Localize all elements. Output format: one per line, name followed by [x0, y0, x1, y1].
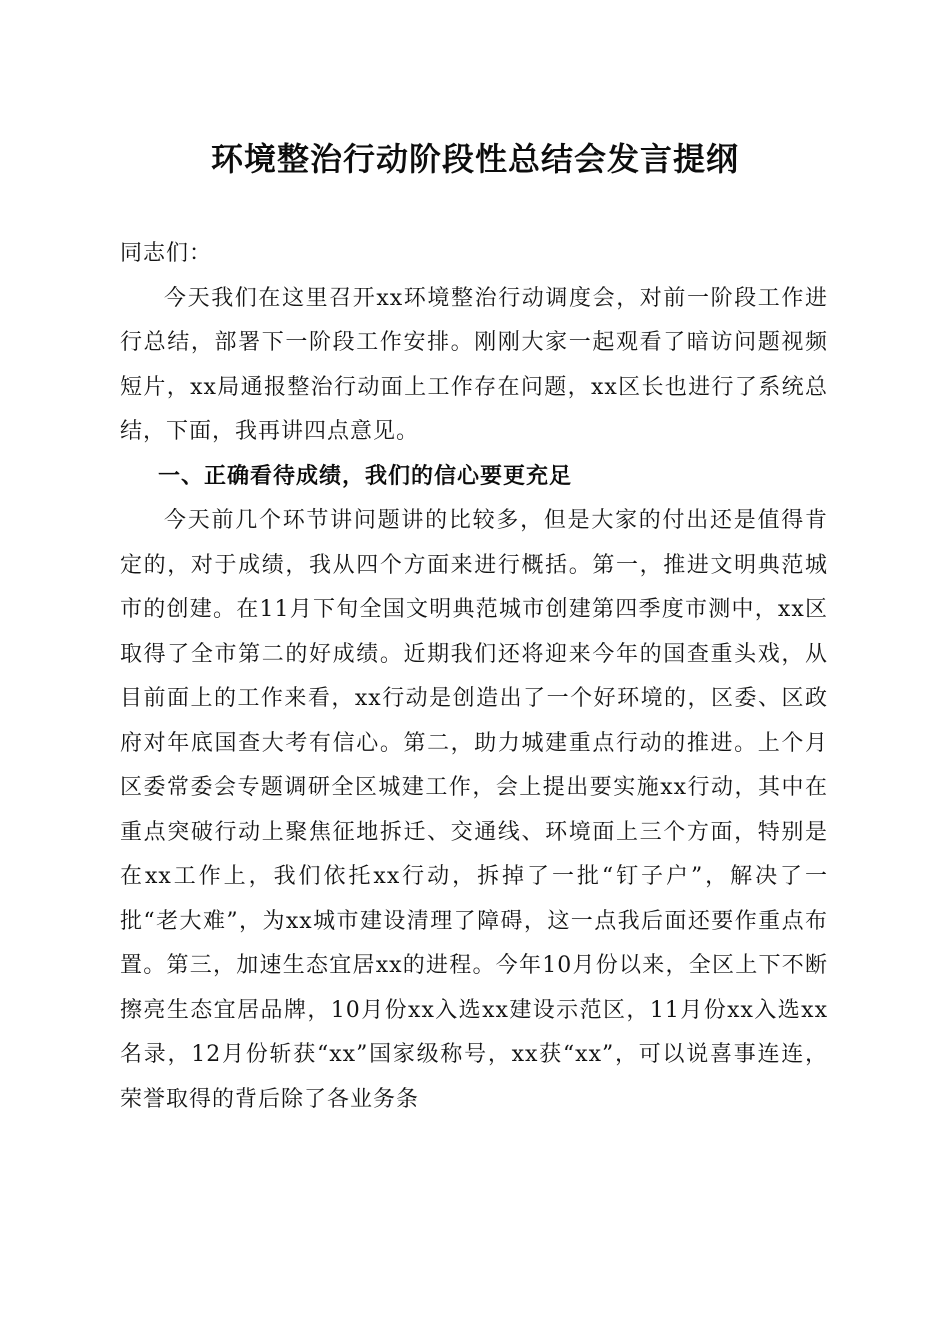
salutation: 同志们： [120, 241, 213, 266]
document-title: 环境整治行动阶段性总结会发言提纲 [210, 140, 739, 178]
section-heading: 一、正确看待成绩，我们的信心要更充足 [158, 463, 573, 489]
document-body [120, 232, 828, 1122]
intro-paragraph: 今天我们在这里召开xx环境整治行动调度会，对前一阶段工作进行总结，部署下一阶段工作安排。刚刚大家一起观看了暗访问题视频短片，xx局通报整治行动面上工作存在问题，xx区长也进行了系统总结，下面，我再讲四点意见。 [120, 285, 828, 444]
section-paragraph: 今天前几个环节讲问题讲的比较多，但是大家的付出还是值得肯定的，对于成绩，我从四个方面来进行概括。第一，推进文明典范城市的创建。在11月下旬全国文明典范城市创建第四季度市测中，xx区取得了全市第二的好成绩。近期我们还将迎来今年的国查重头戏，从目前面上的工作来看，xx行动是创造出了一个好环境的，区委、区政府对年底国查大考有信心。第二，助力城建重点行动的推进。上个月区委常委会专题调研全区城建工作，会上提出要实施xx行动，其中在重点突破行动上聚焦征地拆迁、交通线、环境面上三个方面，特别是在xx工作上，我们依托xx行动，拆掉了一批“钉子户”，解决了一批“老大难”，为xx城市建设清理了障碍，这一点我后面还要作重点布置。第三，加速生态宜居xx的进程。今年10月份以来，全区上下不断擦亮生态宜居品牌，10月份xx入选xx建设示范区，11月份xx入选xx名录，12月份斩获“xx”国家级称号，xx获“xx”，可以说喜事连连，荣誉取得的背后除了各业务条 [120, 508, 828, 1112]
